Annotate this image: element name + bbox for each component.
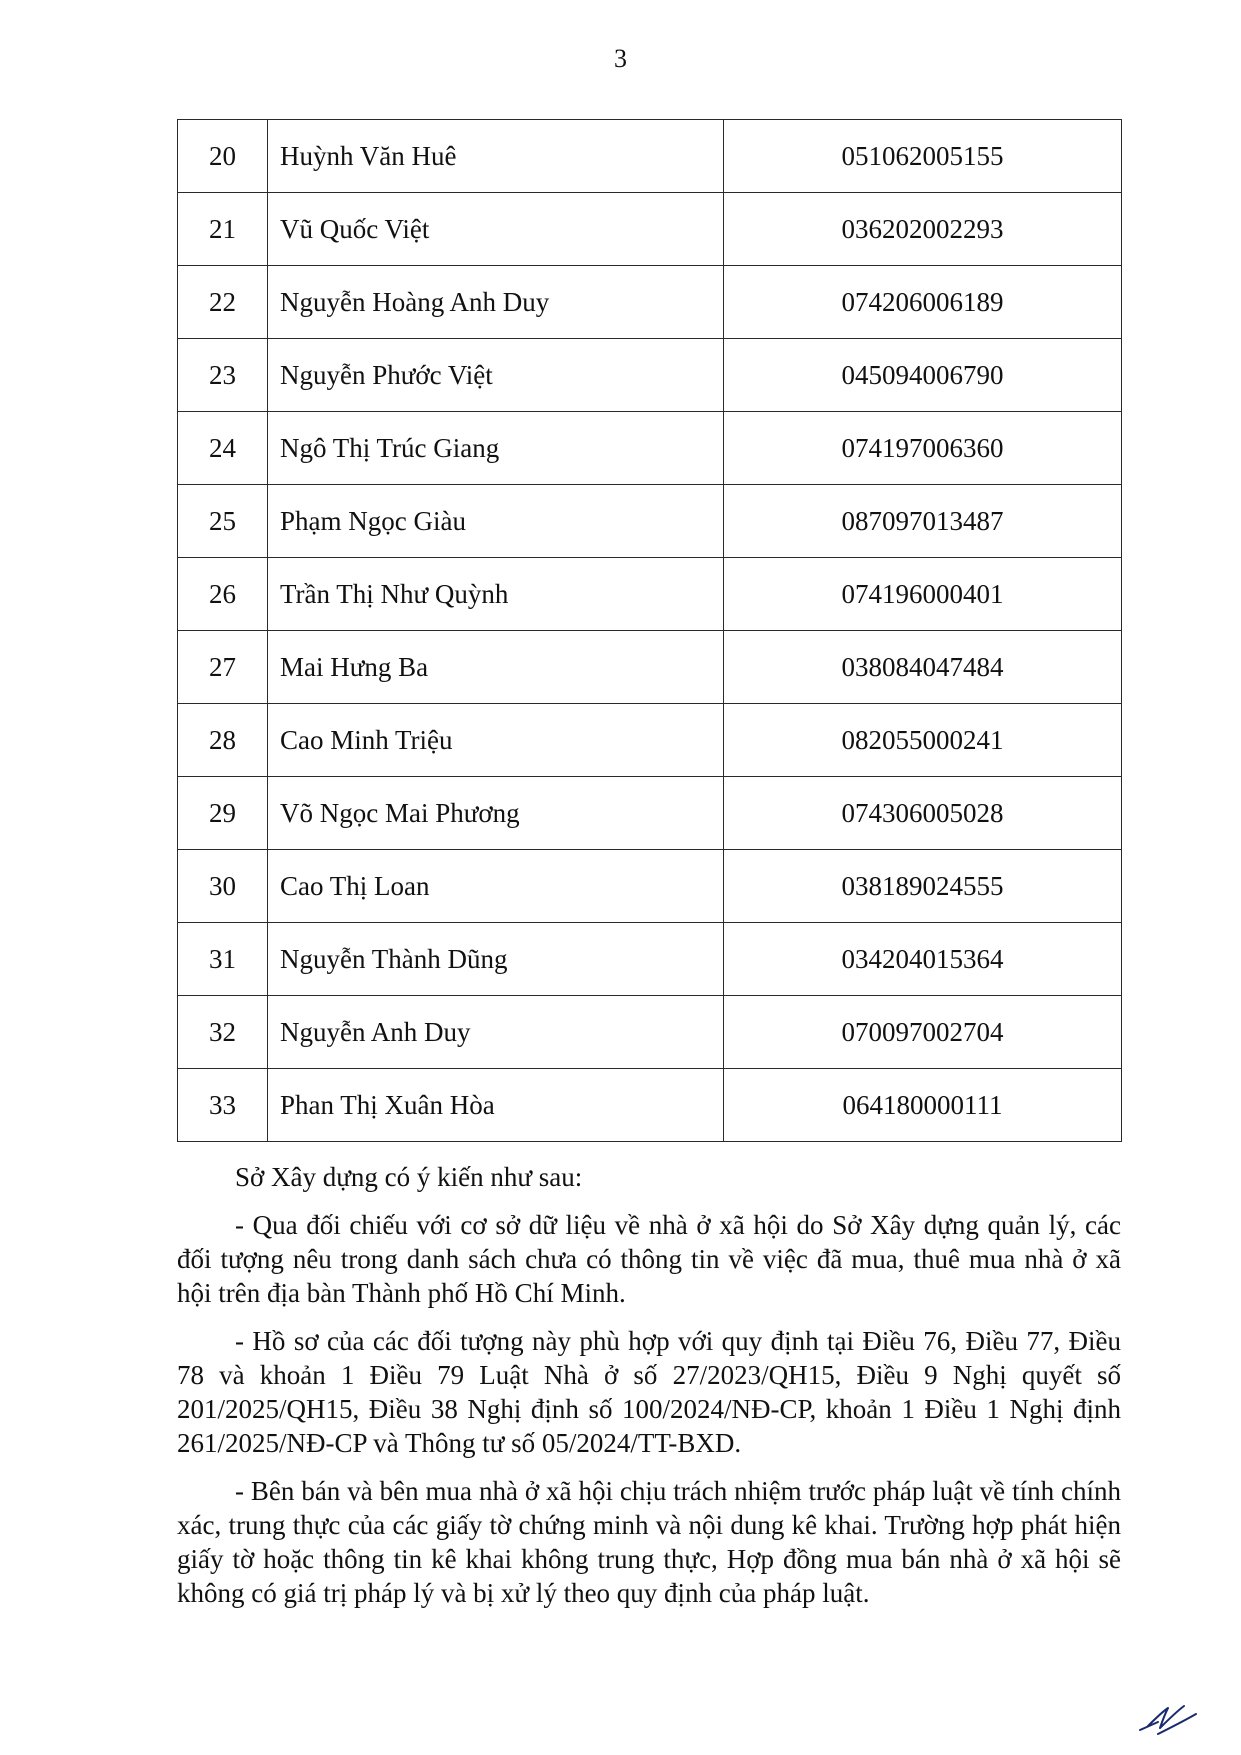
id-number: 034204015364: [724, 923, 1122, 996]
initial-signature-mark: [1138, 1700, 1198, 1736]
table-row: [178, 558, 1122, 631]
row-number: 32: [178, 996, 268, 1069]
table-row: [178, 339, 1122, 412]
id-number: 045094006790: [724, 339, 1122, 412]
table-row: [178, 923, 1122, 996]
id-number: 038189024555: [724, 850, 1122, 923]
opinion-paragraph: - Qua đối chiếu với cơ sở dữ liệu về nhà ở xã hội do Sở Xây dựng quản lý, các đối tượng nêu trong danh sách chưa có thông tin về việc đã mua, thuê mua nhà ở xã hội trên địa bàn Thành phố Hồ Chí Minh.: [177, 1210, 1121, 1308]
table-row: [178, 631, 1122, 704]
row-number: 33: [178, 1069, 268, 1142]
full-name: Huỳnh Văn Huê: [268, 120, 724, 193]
row-number: 26: [178, 558, 268, 631]
full-name: Nguyễn Thành Dũng: [268, 923, 724, 996]
full-name: Cao Thị Loan: [268, 850, 724, 923]
full-name: Ngô Thị Trúc Giang: [268, 412, 724, 485]
full-name: Mai Hưng Ba: [268, 631, 724, 704]
row-number: 29: [178, 777, 268, 850]
row-number: 28: [178, 704, 268, 777]
beneficiary-table: [177, 119, 1122, 1142]
id-number: 051062005155: [724, 120, 1122, 193]
table-row: [178, 266, 1122, 339]
row-number: 22: [178, 266, 268, 339]
row-number: 27: [178, 631, 268, 704]
id-number: 036202002293: [724, 193, 1122, 266]
row-number: 23: [178, 339, 268, 412]
id-number: 038084047484: [724, 631, 1122, 704]
full-name: Vũ Quốc Việt: [268, 193, 724, 266]
id-number: 074197006360: [724, 412, 1122, 485]
full-name: Nguyễn Anh Duy: [268, 996, 724, 1069]
row-number: 30: [178, 850, 268, 923]
full-name: Nguyễn Hoàng Anh Duy: [268, 266, 724, 339]
table-row: [178, 777, 1122, 850]
row-number: 25: [178, 485, 268, 558]
table-row: [178, 996, 1122, 1069]
row-number: 21: [178, 193, 268, 266]
full-name: Trần Thị Như Quỳnh: [268, 558, 724, 631]
row-number: 31: [178, 923, 268, 996]
opinion-intro: Sở Xây dựng có ý kiến như sau:: [235, 1162, 583, 1192]
id-number: 074306005028: [724, 777, 1122, 850]
full-name: Nguyễn Phước Việt: [268, 339, 724, 412]
table-row: [178, 120, 1122, 193]
page-number: 3: [614, 44, 627, 73]
row-number: 24: [178, 412, 268, 485]
full-name: Võ Ngọc Mai Phương: [268, 777, 724, 850]
full-name: Cao Minh Triệu: [268, 704, 724, 777]
id-number: 087097013487: [724, 485, 1122, 558]
row-number: 20: [178, 120, 268, 193]
table-row: [178, 850, 1122, 923]
full-name: Phạm Ngọc Giàu: [268, 485, 724, 558]
opinion-section: [177, 1160, 1121, 1624]
id-number: 074196000401: [724, 558, 1122, 631]
id-number: 064180000111: [724, 1069, 1122, 1142]
table-row: [178, 1069, 1122, 1142]
table-row: [178, 193, 1122, 266]
id-number: 074206006189: [724, 266, 1122, 339]
table-row: [178, 704, 1122, 777]
id-number: 070097002704: [724, 996, 1122, 1069]
id-number: 082055000241: [724, 704, 1122, 777]
opinion-paragraph: - Bên bán và bên mua nhà ở xã hội chịu trách nhiệm trước pháp luật về tính chính xác, trung thực của các giấy tờ chứng minh và nội dung kê khai. Trường hợp phát hiện giấy tờ hoặc thông tin kê khai không trung thực, Hợp đồng mua bán nhà ở xã hội sẽ không có giá trị pháp lý và bị xử lý theo quy định của pháp luật.: [177, 1476, 1121, 1608]
table-row: [178, 412, 1122, 485]
table-row: [178, 485, 1122, 558]
full-name: Phan Thị Xuân Hòa: [268, 1069, 724, 1142]
opinion-paragraph: - Hồ sơ của các đối tượng này phù hợp với quy định tại Điều 76, Điều 77, Điều 78 và khoản 1 Điều 79 Luật Nhà ở số 27/2023/QH15, Điều 9 Nghị quyết số 201/2025/QH15, Điều 38 Nghị định số 100/2024/NĐ-CP, khoản 1 Điều 1 Nghị định 261/2025/NĐ-CP và Thông tư số 05/2024/TT-BXD.: [177, 1326, 1121, 1458]
